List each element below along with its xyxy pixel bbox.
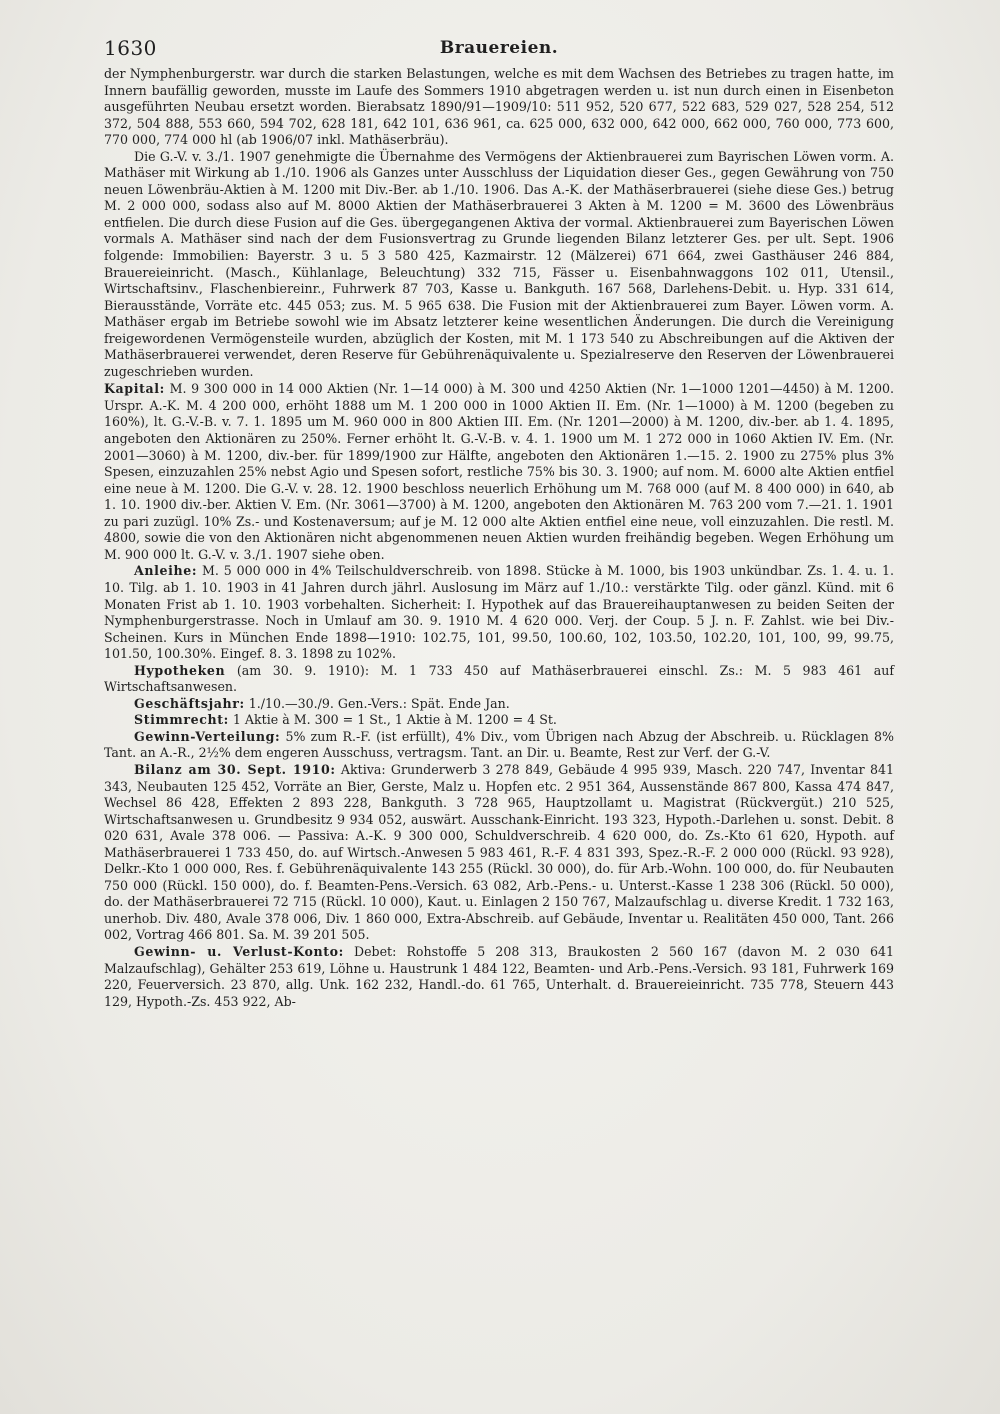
section-label: Bilanz am 30. Sept. 1910: (134, 761, 336, 777)
section-label: Gewinn-Verteilung: (134, 728, 281, 744)
running-title: Brauereien. (439, 38, 559, 58)
section-hypotheken (104, 663, 894, 696)
section-kapital (104, 381, 894, 563)
section-text: 1./10.—30./9. Gen.-Vers.: Spät. Ende Jan. (248, 695, 510, 711)
section-text: 5% zum R.-F. (ist erfüllt), 4% Div., vom Übrigen nach Abzug der Abschreib. u. Rücklagen 8% Tant. an A.-R., 2½% dem engeren Ausschuss, vertragsm. Tant. an Dir. u. Beamte, Rest zur Verf. der G.-V. (104, 728, 894, 761)
paragraph-fusion (104, 149, 894, 381)
paragraph-continuation (104, 66, 894, 149)
section-label: Gewinn- u. Verlust-Konto: (134, 943, 344, 959)
section-stimmrecht (104, 712, 894, 729)
section-text: 1 Aktie à M. 300 = 1 St., 1 Aktie à M. 1200 = 4 St. (232, 712, 557, 728)
section-gewinn-verteilung (104, 729, 894, 762)
section-text: (am 30. 9. 1910): M. 1 733 450 auf Mathäserbrauerei einschl. Zs.: M. 5 983 461 auf Wirtschaftsanwesen. (104, 662, 894, 695)
section-gewinn-verlust-konto (104, 944, 894, 1010)
section-anleihe (104, 563, 894, 662)
section-label: Anleihe: (134, 563, 198, 579)
page-header (104, 36, 894, 62)
section-text: Aktiva: Grunderwerb 3 278 849, Gebäude 4 995 939, Masch. 220 747, Inventar 841 343, Neubauten 125 452, Vorräte an Bier, Gerste, Malz u. Hopfen etc. 2 951 364, Aussenstände 867 800, Kassa 474 847, Wechsel 86 428, Effekten 2 893 228, Bankguth. 3 728 965, Hauptzollamt u. Magistrat (Rückvergüt.) 210 525, Wirtschaftsanwesen u. Grundbesitz 9 934 052, auswärt. Ausschank-Einricht. 193 323, Hypoth.-Darlehen u. sonst. Debit. 8 020 631, Avale 378 006. — Passiva: A.-K. 9 300 000, Schuldverschreib. 4 620 000, do. Zs.-Kto 61 620, Hypoth. auf Mathäserbrauerei 1 733 450, do. auf Wirtsch.-Anwesen 5 983 461, R.-F. 4 831 393, Spez.-R.-F. 2 000 000 (Rückl. 93 928), Delkr.-Kto 1 000 000, Res. f. Gebührenäquivalente 143 255 (Rückl. 30 000), do. für Arb.-Wohn. 100 000, do. für Neubauten 750 000 (Rückl. 150 000), do. f. Beamten-Pens.-Versich. 63 082, Arb.-Pens.- u. Unterst.-Kasse 1 238 306 (Rückl. 50 000), do. der Mathäserbrauerei 72 715 (Rückl. 10 000), Kaut. u. Einlagen 2 150 767, Malzaufschlag u. diverse Kredit. 1 732 163, unerhob. Div. 480, Avale 378 006, Div. 1 860 000, Extra-Abschreib. auf Gebäude, Inventar u. Realitäten 450 000, Tant. 266 002, Vortrag 466 801. Sa. M. 39 201 505. (104, 761, 894, 943)
section-text: Debet: Rohstoffe 5 208 313, Braukosten 2 560 167 (davon M. 2 030 641 Malzaufschlag), Gehälter 253 619, Löhne u. Haustrunk 1 484 122, Beamten- und Arb.-Pens.-Versich. 93 181, Fuhrwerk 169 220, Feuerversich. 23 870, allg. Unk. 162 232, Handl.-do. 61 765, Unterhalt. d. Brauereieinricht. 735 778, Steuern 443 129, Hypoth.-Zs. 453 922, Ab- (104, 943, 894, 1009)
section-label: Kapital: (104, 381, 165, 397)
body-text (104, 66, 894, 1010)
section-label: Geschäftsjahr: (134, 695, 245, 711)
section-text: M. 9 300 000 in 14 000 Aktien (Nr. 1—14 000) à M. 300 und 4250 Aktien (Nr. 1—1000 1201—4450) à M. 1200. Urspr. A.-K. M. 4 200 000, erhöht 1888 um M. 1 200 000 in 1000 Aktien II. Em. (Nr. 1—1000) à M. 1200 (begeben zu 160%), lt. G.-V.-B. v. 7. 1. 1895 um M. 960 000 in 800 Aktien III. Em. (Nr. 1201—2000) à M. 1200, div.-ber. ab 1. 4. 1895, angeboten den Aktionären zu 250%. Ferner erhöht lt. G.-V.-B. v. 4. 1. 1900 um M. 1 272 000 in 1060 Aktien IV. Em. (Nr. 2001—3060) à M. 1200, div.-ber. für 1899/1900 zur Hälfte, angeboten den Aktionären 1.—15. 2. 1900 zu 275% plus 3% Spesen, einzuzahlen 25% nebst Agio und Spesen sofort, restliche 75% bis 30. 3. 1900; auf nom. M. 6000 alte Aktien entfiel eine neue à M. 1200. Die G.-V. v. 28. 12. 1900 beschloss neuerlich Erhöhung um M. 768 000 (auf M. 8 400 000) in 640, ab 1. 10. 1900 div.-ber. Aktien V. Em. (Nr. 3061—3700) à M. 1200, angeboten den Aktionären M. 763 200 vom 7.—21. 1. 1901 zu pari zuzügl. 10% Zs.- und Kostenaversum; auf je M. 12 000 alte Aktien entfiel eine neue, voll einzuzahlen. Die restl. M. 4800, sowie die von den Aktionären nicht abgenommenen neuen Aktien wurden freihändig begeben. Wegen Erhöhung um M. 900 000 lt. G.-V. v. 3./1. 1907 siehe oben. (104, 381, 894, 562)
page-number: 1630 (104, 36, 157, 60)
section-bilanz (104, 762, 894, 944)
paragraph-text: Die G.-V. v. 3./1. 1907 genehmigte die Übernahme des Vermögens der Aktienbrauerei zum Bayrischen Löwen vorm. A. Mathäser mit Wirkung ab 1./10. 1906 als Ganzes unter Ausschluss der Liquidation dieser Ges., gegen Gewährung von 750 neuen Löwenbräu-Aktien à M. 1200 mit Div.-Ber. ab 1./10. 1906. Das A.-K. der Mathäserbrauerei (siehe diese Ges.) betrug M. 2 000 000, sodass also auf M. 8000 Aktien der Mathäserbrauerei 3 Akten à M. 1200 = M. 3600 des Löwenbräus entfielen. Die durch diese Fusion auf die Ges. übergegangenen Aktiva der vormal. Aktienbrauerei zum Bayerischen Löwen vormals A. Mathäser sind nach der dem Fusionsvertrag zu Grunde liegenden Bilanz letzterer Ges. per ult. Sept. 1906 folgende: Immobilien: Bayerstr. 3 u. 5 3 580 425, Kazmairstr. 12 (Mälzerei) 671 664, zwei Gasthäuser 246 884, Brauereieinricht. (Masch., Kühlanlage, Beleuchtung) 332 715, Fässer u. Eisenbahnwaggons 102 011, Utensil., Wirtschaftsinv., Flaschenbiereinr., Fuhrwerk 87 703, Kasse u. Bankguth. 167 568, Darlehens-Debit. u. Hyp. 331 614, Bierausstände, Vorräte etc. 445 053; zus. M. 5 965 638. Die Fusion mit der Aktienbrauerei zum Bayer. Löwen vorm. A. Mathäser ergab im Betriebe sowohl wie im Absatz letzterer keine wesentlichen Änderungen. Die durch die Vereinigung freigewordenen Vermögensteile wurden, abzüglich der Kosten, mit M. 1 173 540 zu Abschreibungen auf die Aktiven der Mathäserbrauerei verwendet, deren Reserve für Gebührenäquivalente u. Spezialreserve den Reserven der Löwenbrauerei zugeschrieben wurden. (104, 148, 894, 379)
section-text: M. 5 000 000 in 4% Teilschuldverschreib. von 1898. Stücke à M. 1000, bis 1903 unkündbar. Zs. 1. 4. u. 1. 10. Tilg. ab 1. 10. 1903 in 41 Jahren durch jährl. Auslosung im März auf 1./10.: verstärkte Tilg. oder gänzl. Künd. mit 6 Monaten Frist ab 1. 10. 1903 vorbehalten. Sicherheit: I. Hypothek auf das Brauereihauptanwesen zu beiden Seiten der Nymphenburgerstrasse. Noch in Umlauf am 30. 9. 1910 M. 4 620 000. Verj. der Coup. 5 J. n. F. Zahlst. wie bei Div.-Scheinen. Kurs in München Ende 1898—1910: 102.75, 101, 99.50, 100.60, 102, 103.50, 102.20, 101, 100, 99, 99.75, 101.50, 100.30%. Eingef. 8. 3. 1898 zu 102%. (104, 563, 894, 662)
paragraph-text: der Nymphenburgerstr. war durch die starken Belastungen, welche es mit dem Wachsen des Betriebes zu tragen hatte, im Innern baufällig geworden, musste im Laufe des Sommers 1910 abgetragen werden u. ist nun durch einen in Eisenbeton ausgeführten Neubau ersetzt worden. Bierabsatz 1890/91—1909/10: 511 952, 520 677, 522 683, 529 027, 528 254, 512 372, 504 888, 553 660, 594 702, 628 181, 642 101, 636 961, ca. 625 000, 632 000, 642 000, 662 000, 760 000, 773 600, 770 000, 774 000 hl (ab 1906/07 inkl. Mathäserbräu). (104, 66, 894, 148)
section-label: Hypotheken (134, 662, 226, 678)
section-label: Stimmrecht: (134, 712, 229, 728)
section-geschaeftsjahr (104, 696, 894, 713)
